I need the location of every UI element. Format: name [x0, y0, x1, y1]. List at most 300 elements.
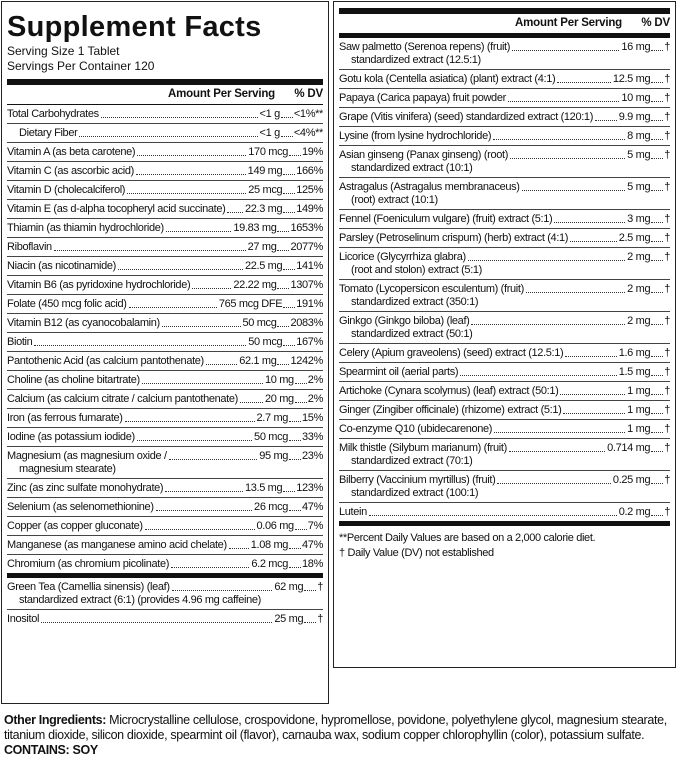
- ingredient-amount: 5 mg: [627, 149, 651, 161]
- ingredient-dv: 2083%: [290, 317, 323, 329]
- dot-leader: [34, 345, 246, 346]
- ingredient-row: [7, 105, 323, 124]
- ingredient-amount: 27 mg: [247, 241, 277, 253]
- ingredient-amount: 9.9 mg: [618, 111, 651, 123]
- ingredient-name: Chromium (as chromium picolinate): [7, 558, 170, 570]
- footnote-dv-basis: **Percent Daily Values are based on a 2,000 calorie diet.: [339, 532, 596, 544]
- ingredient-row: [339, 280, 670, 312]
- ingredient-row: [339, 178, 670, 210]
- dot-leader: [651, 260, 663, 261]
- ingredient-amount: 3 mg: [627, 213, 651, 225]
- ingredient-row: [7, 295, 323, 314]
- ingredient-amount: 1 mg: [627, 404, 651, 416]
- ingredient-name: Iodine (as potassium iodide): [7, 431, 135, 443]
- dot-leader: [229, 548, 249, 549]
- dot-leader: [554, 222, 625, 223]
- ingredient-name: Vitamin A (as beta carotene): [7, 146, 136, 158]
- ingredient-name: Saw palmetto (Serenoa repens) (fruit): [339, 41, 511, 53]
- other-ingredients-label: Other Ingredients:: [4, 713, 107, 727]
- ingredient-name: Vitamin B6 (as pyridoxine hydrochloride): [7, 279, 191, 291]
- dot-leader: [283, 174, 295, 175]
- dot-leader: [227, 212, 243, 213]
- dot-leader: [512, 50, 619, 51]
- ingredient-row: [7, 124, 323, 143]
- dot-leader: [289, 421, 301, 422]
- ingredient-name: Celery (Apium graveolens) (seed) extract (12.5:1): [339, 347, 564, 359]
- ingredient-row: [7, 352, 323, 371]
- ingredient-dv: 1242%: [290, 355, 323, 367]
- ingredient-amount: 2 mg: [627, 283, 651, 295]
- ingredient-dv: <1%**: [293, 108, 323, 120]
- ingredient-dv: 47%: [302, 539, 323, 551]
- dot-leader: [192, 288, 231, 289]
- ingredient-amount: 0.06 mg: [256, 520, 294, 532]
- ingredient-amount: 1 mg: [627, 385, 651, 397]
- ingredient-row: [339, 401, 670, 420]
- ingredient-row: [7, 333, 323, 352]
- ingredient-amount: 8 mg: [627, 130, 651, 142]
- ingredient-name: Magnesium (as magnesium oxide /: [7, 450, 167, 462]
- ingredient-name: Niacin (as nicotinamide): [7, 260, 116, 272]
- ingredient-name: Co-enzyme Q10 (ubidecarenone): [339, 423, 493, 435]
- ingredient-name: Vitamin B12 (as cyanocobalamin): [7, 317, 160, 329]
- ingredient-name: Bilberry (Vaccinium myrtillus) (fruit): [339, 474, 496, 486]
- ingredient-dv: 1307%: [290, 279, 323, 291]
- ingredient-row: [339, 248, 670, 280]
- ingredient-amount: 26 mcg: [254, 501, 289, 513]
- dot-leader: [281, 117, 293, 118]
- dot-leader: [651, 50, 663, 51]
- ingredient-name: Green Tea (Camellia sinensis) (leaf): [7, 581, 170, 593]
- ingredient-amount: 50 mcg: [248, 336, 283, 348]
- ingredient-name: Vitamin E (as d-alpha tocopheryl acid succinate): [7, 203, 226, 215]
- dot-leader: [277, 231, 289, 232]
- dot-leader: [509, 451, 605, 452]
- ingredient-dv: †: [664, 149, 670, 161]
- dv-header: % DV: [641, 17, 670, 29]
- dot-leader: [142, 383, 263, 384]
- ingredient-row: [7, 390, 323, 409]
- ingredient-amount: 50 mcg: [242, 317, 277, 329]
- dot-leader: [137, 155, 246, 156]
- dot-leader: [651, 324, 663, 325]
- dot-leader: [118, 269, 243, 270]
- dot-leader: [169, 459, 257, 460]
- ingredient-name: Thiamin (as thiamin hydrochloride): [7, 222, 164, 234]
- supplement-facts-right-panel: [333, 1, 676, 668]
- supplement-facts-left-panel: [1, 1, 329, 704]
- ingredient-dv: 47%: [302, 501, 323, 513]
- ingredient-dv: 2077%: [290, 241, 323, 253]
- ingredient-line: [339, 442, 670, 455]
- dot-leader: [651, 356, 663, 357]
- ingredient-amount: 149 mg: [247, 165, 283, 177]
- dot-leader: [651, 101, 663, 102]
- ingredient-amount: 2 mg: [627, 315, 651, 327]
- ingredient-row: [339, 420, 670, 439]
- ingredient-dv: †: [664, 442, 670, 454]
- ingredient-dv: 2%: [307, 393, 323, 405]
- dot-leader: [510, 158, 625, 159]
- dot-leader: [41, 622, 272, 623]
- dot-leader: [289, 548, 301, 549]
- ingredient-line: [339, 181, 670, 194]
- dot-leader: [171, 567, 249, 568]
- ingredient-amount: 10 mg: [621, 92, 651, 104]
- ingredient-line: [7, 581, 323, 594]
- ingredient-amount: 16 mg: [621, 41, 651, 53]
- dot-leader: [240, 402, 263, 403]
- dot-leader: [494, 432, 625, 433]
- dot-leader: [304, 590, 316, 591]
- column-header: [7, 85, 323, 105]
- dot-leader: [570, 241, 617, 242]
- ingredient-amount: 170 mcg: [248, 146, 289, 158]
- dot-leader: [127, 193, 246, 194]
- dot-leader: [281, 136, 293, 137]
- dot-leader: [651, 483, 663, 484]
- ingredient-line: [339, 251, 670, 264]
- ingredient-name: Manganese (as manganese amino acid chelate): [7, 539, 227, 551]
- ingredient-row: [7, 143, 323, 162]
- ingredient-amount: 25 mcg: [248, 184, 283, 196]
- ingredient-name: Asian ginseng (Panax ginseng) (root): [339, 149, 509, 161]
- ingredient-dv: †: [664, 251, 670, 263]
- ingredient-dv: †: [664, 506, 670, 518]
- ingredient-row: [7, 536, 323, 555]
- ingredient-name: Iron (as ferrous fumarate): [7, 412, 123, 424]
- amount-header: Amount Per Serving: [515, 17, 622, 29]
- ingredient-dv: †: [664, 404, 670, 416]
- other-ingredient-list: [7, 578, 323, 628]
- dot-leader: [166, 231, 232, 232]
- ingredient-subline: standardized extract (50:1): [351, 328, 473, 340]
- ingredient-row: [7, 610, 323, 628]
- ingredient-name: Biotin: [7, 336, 33, 348]
- dot-leader: [497, 483, 611, 484]
- ingredient-dv: †: [664, 41, 670, 53]
- ingredient-row: [339, 70, 670, 89]
- ingredient-name: Gotu kola (Centella asiatica) (plant) extract (4:1): [339, 73, 556, 85]
- ingredient-name: Pantothenic Acid (as calcium pantothenate): [7, 355, 204, 367]
- ingredient-dv: †: [664, 92, 670, 104]
- ingredient-dv: 15%: [302, 412, 323, 424]
- dot-leader: [651, 158, 663, 159]
- ingredient-dv: 191%: [296, 298, 323, 310]
- ingredient-amount: 0.25 mg: [612, 474, 651, 486]
- ingredient-amount: 25 mg: [274, 613, 304, 625]
- ingredient-row: [7, 428, 323, 447]
- dot-leader: [289, 567, 301, 568]
- ingredient-dv: †: [664, 130, 670, 142]
- ingredient-dv: †: [664, 315, 670, 327]
- ingredient-row: [7, 276, 323, 295]
- dot-leader: [54, 250, 246, 251]
- dot-leader: [651, 241, 663, 242]
- dot-leader: [277, 288, 289, 289]
- ingredient-row: [7, 371, 323, 390]
- ingredient-amount: 0.2 mg: [618, 506, 651, 518]
- ingredient-name: Papaya (Carica papaya) fruit powder: [339, 92, 506, 104]
- ingredient-amount: 765 mcg DFE: [218, 298, 283, 310]
- dot-leader: [651, 292, 663, 293]
- ingredient-amount: 2.7 mg: [256, 412, 289, 424]
- dot-leader: [522, 190, 626, 191]
- ingredient-subline: magnesium stearate): [19, 463, 116, 475]
- ingredient-dv: 125%: [296, 184, 323, 196]
- dot-leader: [651, 190, 663, 191]
- ingredient-name: Dietary Fiber: [19, 127, 78, 139]
- dot-leader: [508, 101, 619, 102]
- ingredient-dv: †: [664, 474, 670, 486]
- ingredient-row: [339, 210, 670, 229]
- ingredient-amount: 62 mg: [274, 581, 304, 593]
- ingredient-row: [339, 146, 670, 178]
- ingredient-dv: †: [664, 423, 670, 435]
- ingredient-amount: 10 mg: [264, 374, 294, 386]
- ingredient-row: [7, 447, 323, 479]
- ingredient-name: Spearmint oil (aerial parts): [339, 366, 459, 378]
- ingredient-name: Ginkgo (Ginkgo biloba) (leaf): [339, 315, 470, 327]
- ingredient-amount: 1.5 mg: [618, 366, 651, 378]
- dot-leader: [468, 260, 625, 261]
- dot-leader: [283, 491, 295, 492]
- ingredient-amount: <1 g: [259, 127, 280, 139]
- dot-leader: [277, 326, 289, 327]
- ingredient-dv: †: [664, 181, 670, 193]
- ingredient-name: Choline (as choline bitartrate): [7, 374, 140, 386]
- ingredient-row: [7, 257, 323, 276]
- ingredient-dv: 123%: [296, 482, 323, 494]
- ingredient-row: [339, 344, 670, 363]
- dot-leader: [651, 139, 663, 140]
- ingredient-row: [339, 471, 670, 503]
- ingredient-subline: standardized extract (70:1): [351, 455, 473, 467]
- ingredient-dv: †: [664, 213, 670, 225]
- ingredient-amount: 22.5 mg: [244, 260, 283, 272]
- ingredient-name: Calcium (as calcium citrate / calcium pantothenate): [7, 393, 238, 405]
- dot-leader: [651, 222, 663, 223]
- panel-title: Supplement Facts: [7, 11, 262, 43]
- ingredient-row: [7, 498, 323, 517]
- dot-leader: [283, 345, 295, 346]
- ingredient-dv: †: [664, 366, 670, 378]
- ingredient-dv: 19%: [302, 146, 323, 158]
- ingredient-row: [7, 409, 323, 428]
- ingredient-row: [7, 517, 323, 536]
- ingredient-name: Vitamin D (cholecalciferol): [7, 184, 126, 196]
- dot-leader: [560, 394, 625, 395]
- nutrient-list: [7, 105, 323, 573]
- dot-leader: [295, 529, 307, 530]
- ingredient-name: Lutein: [339, 506, 367, 518]
- dot-leader: [295, 383, 307, 384]
- dot-leader: [125, 421, 255, 422]
- ingredient-amount: 0.714 mg: [607, 442, 651, 454]
- ingredient-line: [7, 450, 323, 463]
- ingredient-name: Parsley (Petroselinum crispum) (herb) extract (4:1): [339, 232, 569, 244]
- dot-leader: [289, 510, 301, 511]
- dot-leader: [651, 82, 663, 83]
- dot-leader: [651, 120, 663, 121]
- ingredient-row: [7, 181, 323, 200]
- dot-leader: [651, 432, 663, 433]
- ingredient-row: [339, 229, 670, 248]
- ingredient-dv: 2%: [307, 374, 323, 386]
- ingredient-amount: <1 g: [259, 108, 280, 120]
- ingredient-row: [339, 127, 670, 146]
- ingredient-subline: standardized extract (10:1): [351, 162, 473, 174]
- ingredient-amount: 22.3 mg: [244, 203, 283, 215]
- dot-leader: [165, 491, 243, 492]
- ingredient-row: [339, 382, 670, 401]
- ingredient-amount: 20 mg: [264, 393, 294, 405]
- footnote-dv-not-established: † Daily Value (DV) not established: [339, 547, 494, 559]
- ingredient-dv: †: [664, 111, 670, 123]
- dot-leader: [79, 136, 257, 137]
- ingredient-amount: 6.2 mcg: [251, 558, 289, 570]
- ingredient-subline: (root) extract (10:1): [351, 194, 438, 206]
- ingredient-dv: 7%: [307, 520, 323, 532]
- dot-leader: [289, 459, 301, 460]
- ingredient-amount: 1.6 mg: [618, 347, 651, 359]
- ingredient-name: Zinc (as zinc sulfate monohydrate): [7, 482, 164, 494]
- ingredient-line: [339, 283, 670, 296]
- ingredient-line: [339, 149, 670, 162]
- dot-leader: [304, 622, 316, 623]
- ingredient-name: Ginger (Zingiber officinale) (rhizome) extract (5:1): [339, 404, 562, 416]
- ingredient-dv: †: [664, 232, 670, 244]
- ingredient-subline: standardized extract (100:1): [351, 487, 479, 499]
- dot-leader: [283, 269, 295, 270]
- ingredient-name: Total Carbohydrates: [7, 108, 99, 120]
- ingredient-amount: 19.83 mg: [233, 222, 277, 234]
- ingredient-dv: 1653%: [290, 222, 323, 234]
- dot-leader: [162, 326, 241, 327]
- ingredient-amount: 62.1 mg: [239, 355, 277, 367]
- ingredient-amount: 12.5 mg: [612, 73, 651, 85]
- dot-leader: [283, 307, 295, 308]
- dot-leader: [137, 440, 252, 441]
- dot-leader: [295, 402, 307, 403]
- dot-leader: [651, 413, 663, 414]
- dot-leader: [651, 375, 663, 376]
- dot-leader: [651, 451, 663, 452]
- ingredient-line: [339, 41, 670, 54]
- ingredient-row: [7, 238, 323, 257]
- ingredient-row: [7, 219, 323, 238]
- ingredient-row: [339, 363, 670, 382]
- ingredient-row: [7, 162, 323, 181]
- ingredient-amount: 95 mg: [259, 450, 289, 462]
- dot-leader: [145, 529, 255, 530]
- ingredient-row: [7, 314, 323, 333]
- ingredient-name: Tomato (Lycopersicon esculentum) (fruit): [339, 283, 524, 295]
- ingredient-name: Vitamin C (as ascorbic acid): [7, 165, 134, 177]
- ingredient-name: Astragalus (Astragalus membranaceus): [339, 181, 520, 193]
- ingredient-row: [339, 439, 670, 471]
- dot-leader: [289, 440, 301, 441]
- ingredient-amount: 50 mcg: [254, 431, 289, 443]
- ingredient-name: Artichoke (Cynara scolymus) (leaf) extract (50:1): [339, 385, 559, 397]
- dot-leader: [460, 375, 616, 376]
- ingredient-name: Grape (Vitis vinifera) (seed) standardized extract (120:1): [339, 111, 594, 123]
- ingredient-name: Milk thistle (Silybum marianum) (fruit): [339, 442, 507, 454]
- ingredient-name: Licorice (Glycyrrhiza glabra): [339, 251, 466, 263]
- ingredient-subline: standardized extract (6:1) (provides 4.96 mg caffeine): [19, 594, 261, 606]
- ingredient-subline: standardized extract (350:1): [351, 296, 479, 308]
- ingredient-dv: †: [664, 73, 670, 85]
- ingredient-row: [339, 503, 670, 521]
- servings-per-container: Servings Per Container 120: [7, 59, 155, 73]
- ingredient-row: [339, 312, 670, 344]
- ingredient-dv: †: [317, 581, 323, 593]
- dot-leader: [136, 174, 246, 175]
- ingredient-amount: 2.5 mg: [618, 232, 651, 244]
- ingredient-name: Lysine (from lysine hydrochloride): [339, 130, 492, 142]
- ingredient-dv: 141%: [296, 260, 323, 272]
- dot-leader: [595, 120, 617, 121]
- ingredient-dv: 166%: [296, 165, 323, 177]
- dot-leader: [283, 193, 295, 194]
- dot-leader: [563, 413, 625, 414]
- dot-leader: [369, 515, 617, 516]
- dot-leader: [277, 364, 289, 365]
- dot-leader: [289, 155, 301, 156]
- ingredient-row: [339, 38, 670, 70]
- ingredient-row: [7, 200, 323, 219]
- dv-header: % DV: [294, 88, 323, 100]
- dot-leader: [471, 324, 625, 325]
- dot-leader: [493, 139, 625, 140]
- other-ingredients-text: Microcrystalline cellulose, crospovidone, hypromellose, povidone, polyethylene glycol, magnesium stearate, titanium dioxide, silicon dioxide, spearmint oil (flavor), carnauba wax, sodium copper chlorophyllin (color), potassium sulfate.: [4, 713, 667, 742]
- ingredient-row: [339, 108, 670, 127]
- ingredient-dv: †: [317, 613, 323, 625]
- ingredient-dv: 167%: [296, 336, 323, 348]
- ingredient-name: Inositol: [7, 613, 40, 625]
- ingredient-name: Selenium (as selenomethionine): [7, 501, 154, 513]
- ingredient-amount: 2 mg: [627, 251, 651, 263]
- dot-leader: [156, 510, 252, 511]
- ingredient-subline: (root and stolon) extract (5:1): [351, 264, 482, 276]
- ingredient-row: [339, 89, 670, 108]
- ingredient-name: Folate (450 mcg folic acid): [7, 298, 127, 310]
- ingredient-line: [339, 315, 670, 328]
- ingredient-dv: †: [664, 347, 670, 359]
- ingredient-amount: 5 mg: [627, 181, 651, 193]
- ingredient-name: Copper (as copper gluconate): [7, 520, 143, 532]
- dot-leader: [101, 117, 258, 118]
- dot-leader: [172, 590, 273, 591]
- ingredient-dv: 33%: [302, 431, 323, 443]
- ingredient-subline: standardized extract (12.5:1): [351, 54, 481, 66]
- dot-leader: [557, 82, 611, 83]
- dot-leader: [651, 394, 663, 395]
- ingredient-name: Riboflavin: [7, 241, 52, 253]
- ingredient-dv: †: [664, 283, 670, 295]
- dot-leader: [526, 292, 625, 293]
- ingredient-amount: 13.5 mg: [244, 482, 283, 494]
- ingredient-amount: 1.08 mg: [250, 539, 289, 551]
- ingredient-row: [7, 578, 323, 610]
- dot-leader: [277, 250, 289, 251]
- ingredient-line: [339, 474, 670, 487]
- ingredient-name: Fennel (Foeniculum vulgare) (fruit) extract (5:1): [339, 213, 553, 225]
- ingredient-amount: 1 mg: [627, 423, 651, 435]
- dot-leader: [206, 364, 237, 365]
- dot-leader: [283, 212, 295, 213]
- dot-leader: [129, 307, 217, 308]
